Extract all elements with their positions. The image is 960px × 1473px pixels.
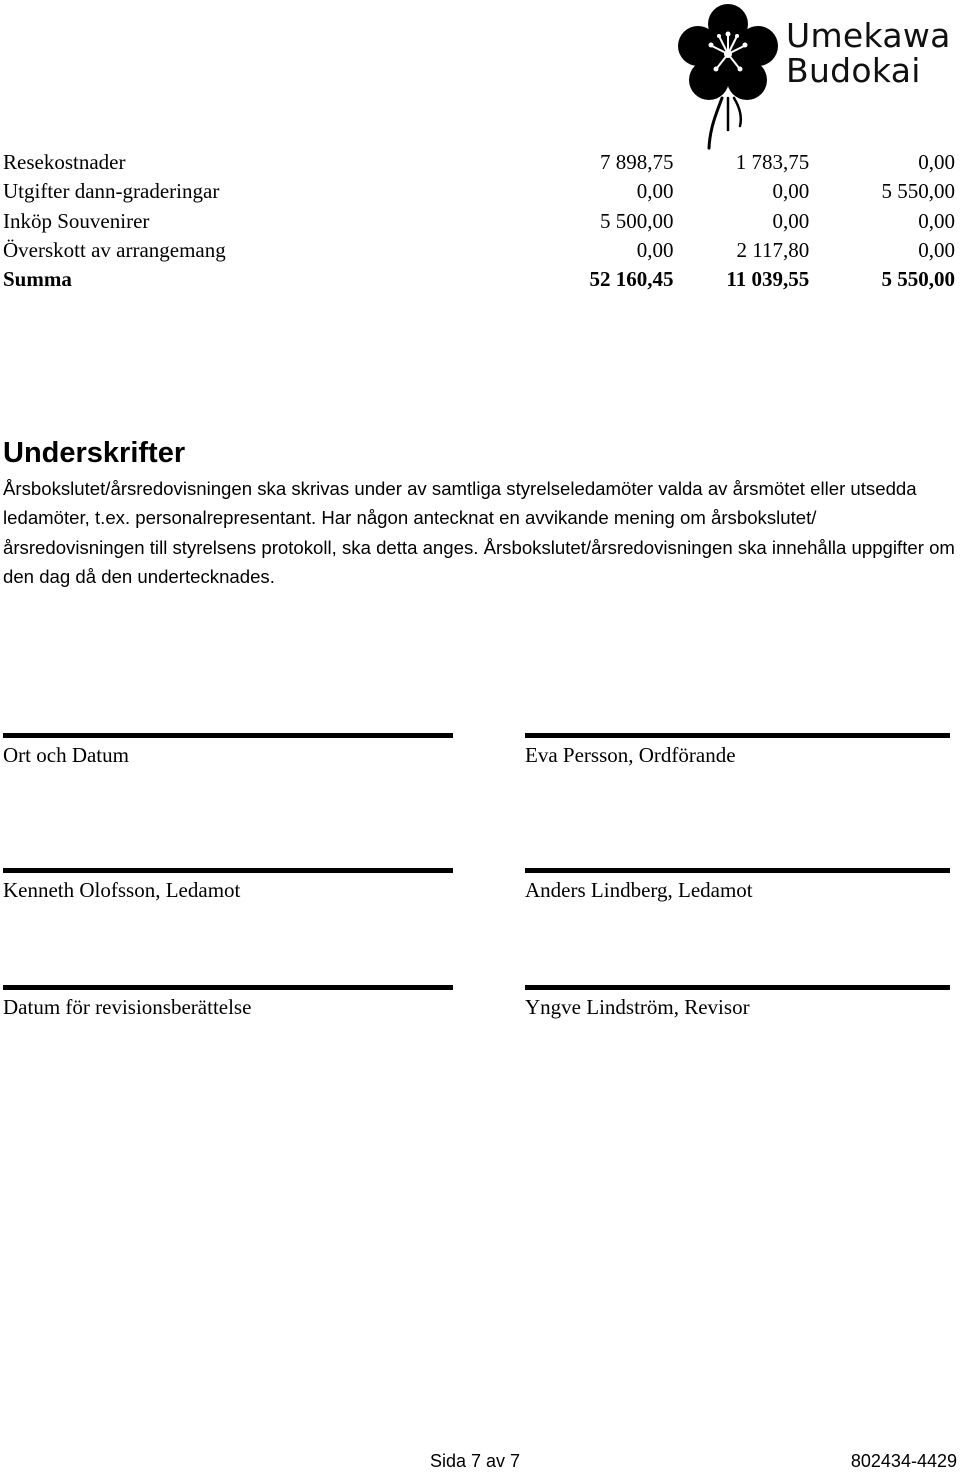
signature-block xyxy=(525,868,950,903)
row-value: 0,00 xyxy=(918,208,955,233)
logo-line-2: Budokai xyxy=(786,51,921,90)
signature-caption: Eva Persson, Ordförande xyxy=(525,743,736,767)
section-heading: Underskrifter xyxy=(3,437,186,469)
signature-caption: Kenneth Olofsson, Ledamot xyxy=(3,878,241,902)
sum-value: 11 039,55 xyxy=(726,267,810,292)
table-row xyxy=(3,207,955,236)
table-row xyxy=(3,148,955,177)
signature-line xyxy=(525,733,950,738)
signature-block xyxy=(3,985,453,1020)
organization-number: 802434-4429 xyxy=(850,1451,957,1471)
signature-line xyxy=(3,868,453,873)
row-value: 5 550,00 xyxy=(881,179,955,204)
signature-line xyxy=(525,985,950,990)
sum-value: 52 160,45 xyxy=(589,267,674,292)
table-row xyxy=(3,177,955,206)
signature-block xyxy=(3,733,453,768)
row-value: 1 783,75 xyxy=(735,150,810,174)
row-label: Överskott av arrangemang xyxy=(3,237,226,262)
row-value: 7 898,75 xyxy=(600,150,674,174)
signature-line xyxy=(3,733,453,738)
instructions-paragraph: Årsbokslutet/årsredovisningen ska skrivas under av samtliga styrelseledamöter valda av årsmötet eller utsedda ledamöter, t.ex. personalrepresentant. Har någon antecknat en avvikande mening om årsbokslutet/årsredovisningen till styrelsens protokoll, ska detta anges. Årsbokslutet/årsredovisningen ska innehålla uppgifter om den dag då den undertecknades. xyxy=(3,478,955,587)
row-value: 5 500,00 xyxy=(600,208,674,233)
row-label: Resekostnader xyxy=(3,150,126,174)
table-row xyxy=(3,236,955,265)
page-number: Sida 7 av 7 xyxy=(430,1451,521,1471)
row-value: 0,00 xyxy=(636,237,674,262)
row-value: 0,00 xyxy=(772,179,810,204)
logo xyxy=(676,2,960,152)
signature-caption: Datum för revisionsberättelse xyxy=(3,995,252,1019)
signature-line xyxy=(525,868,950,873)
plum-blossom-icon xyxy=(676,2,780,152)
row-label: Inköp Souvenirer xyxy=(3,208,150,233)
logo-wordmark xyxy=(786,18,951,88)
sum-row xyxy=(3,265,955,294)
signature-caption: Anders Lindberg, Ledamot xyxy=(525,878,753,902)
sum-label: Summa xyxy=(3,267,72,292)
sum-value: 5 550,00 xyxy=(881,267,955,292)
row-value: 2 117,80 xyxy=(736,237,810,262)
row-value: 0,00 xyxy=(918,150,955,174)
row-label: Utgifter dann-graderingar xyxy=(3,179,220,204)
ledger-table xyxy=(3,148,955,294)
row-value: 0,00 xyxy=(636,179,674,204)
signature-caption: Yngve Lindström, Revisor xyxy=(525,995,750,1019)
row-value: 0,00 xyxy=(772,208,810,233)
signature-block xyxy=(3,868,453,903)
signature-caption: Ort och Datum xyxy=(3,743,129,767)
signature-block xyxy=(525,733,950,768)
signature-line xyxy=(3,985,453,990)
logo-line-1: Umekawa xyxy=(786,16,951,55)
row-value: 0,00 xyxy=(918,237,955,262)
signature-block xyxy=(525,985,950,1020)
